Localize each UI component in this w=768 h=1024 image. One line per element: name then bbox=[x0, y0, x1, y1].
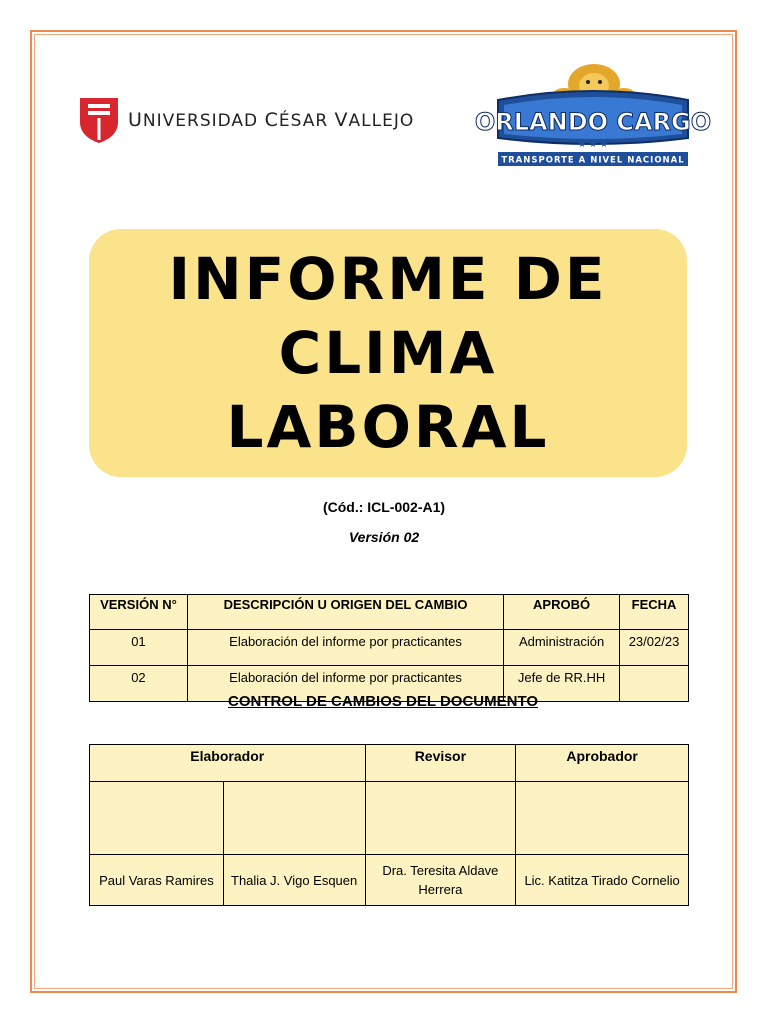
ucv-wordmark: UNIVERSIDAD CÉSAR VALLEJO bbox=[128, 109, 415, 131]
col-header: FECHA bbox=[620, 595, 689, 630]
document-title: INFORME DE CLIMA LABORAL bbox=[168, 245, 608, 461]
signer-name: Paul Varas Ramires bbox=[90, 855, 224, 906]
signer-name: Thalia J. Vigo Esquen bbox=[223, 855, 365, 906]
col-header: VERSIÓN N° bbox=[90, 595, 188, 630]
col-header-revisor: Revisor bbox=[365, 745, 516, 782]
svg-text:TRANSPORTE A NIVEL NACIONAL: TRANSPORTE A NIVEL NACIONAL bbox=[501, 155, 685, 166]
document-code: (Cód.: ICL-002-A1) bbox=[322, 499, 446, 515]
document-version: Versión 02 bbox=[348, 529, 420, 545]
signature-cell bbox=[90, 782, 224, 855]
table-cell: 02 bbox=[90, 666, 188, 702]
signature-cell bbox=[365, 782, 516, 855]
signer-name: Lic. Katitza Tirado Cornelio bbox=[516, 855, 689, 906]
changes-table-caption: CONTROL DE CAMBIOS DEL DOCUMENTO bbox=[227, 693, 538, 710]
table-cell: 23/02/23 bbox=[620, 630, 689, 666]
names-row bbox=[90, 855, 689, 906]
col-header-elaborador: Elaborador bbox=[90, 745, 366, 782]
col-header-aprobador: Aprobador bbox=[516, 745, 689, 782]
table-row bbox=[90, 630, 689, 666]
orlando-cargo-logo bbox=[474, 60, 712, 170]
signature-cell bbox=[223, 782, 365, 855]
svg-text:ORLANDO CARGO: ORLANDO CARGO bbox=[474, 108, 712, 136]
svg-text:★ ★ ★: ★ ★ ★ bbox=[578, 140, 608, 150]
signature-space-row bbox=[90, 782, 689, 855]
table-cell: Administración bbox=[504, 630, 620, 666]
signature-cell bbox=[516, 782, 689, 855]
changes-table bbox=[89, 594, 689, 702]
ucv-logo bbox=[78, 96, 414, 144]
col-header: DESCRIPCIÓN U ORIGEN DEL CAMBIO bbox=[187, 595, 503, 630]
col-header: APROBÓ bbox=[504, 595, 620, 630]
signer-name: Dra. Teresita Aldave Herrera bbox=[365, 855, 516, 906]
title-box bbox=[89, 229, 687, 477]
table-header-row bbox=[90, 595, 689, 630]
table-header-row bbox=[90, 745, 689, 782]
table-cell: Jefe de RR.HH bbox=[504, 666, 620, 702]
table-cell: Elaboración del informe por practicantes bbox=[187, 630, 503, 666]
table-cell: Elaboración del informe por practicantes bbox=[187, 666, 503, 702]
table-cell: 01 bbox=[90, 630, 188, 666]
signatures-table bbox=[89, 744, 689, 906]
ucv-shield-icon bbox=[78, 96, 120, 144]
